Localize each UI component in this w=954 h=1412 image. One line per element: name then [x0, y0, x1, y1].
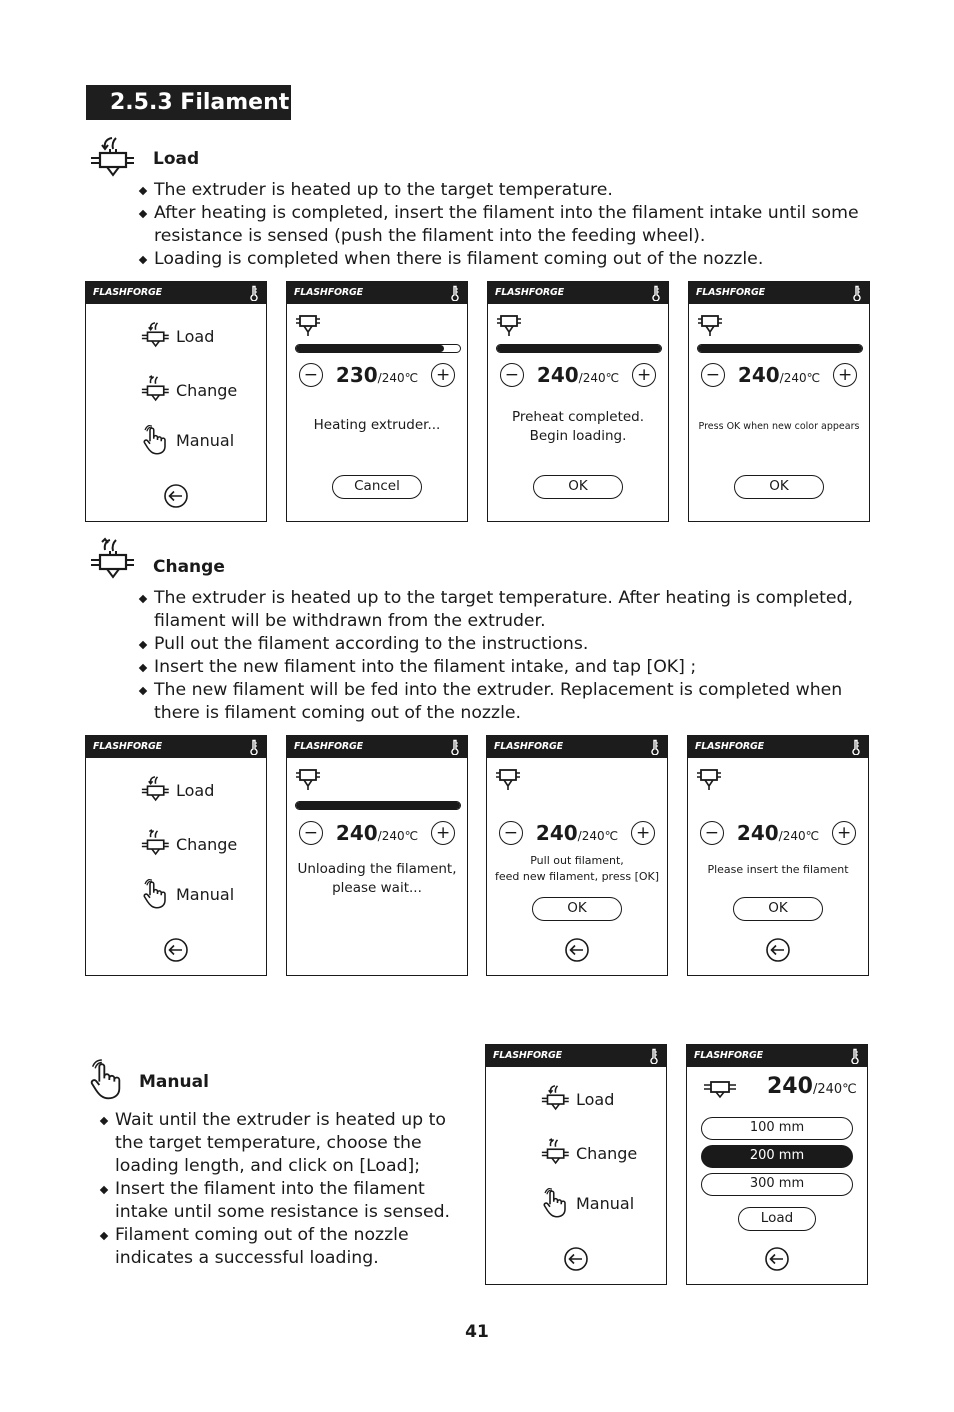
current-temperature: 240	[335, 821, 378, 845]
status-line: Pull out filament,	[530, 854, 624, 867]
change-filament-icon	[140, 829, 170, 859]
target-temperature: /240℃	[377, 829, 419, 843]
menu-item-load[interactable]	[140, 775, 214, 805]
extruder-icon	[495, 768, 521, 792]
status-message	[488, 408, 668, 446]
screen-insert-filament	[687, 735, 869, 976]
status-message	[487, 853, 667, 885]
progress-fill	[497, 345, 661, 352]
menu-item-change[interactable]	[140, 375, 237, 405]
menu-label: Change	[576, 1143, 638, 1163]
thermometer-icon	[651, 285, 661, 301]
change-filament-icon	[540, 1138, 570, 1168]
ok-button[interactable]: OK	[532, 897, 622, 921]
brand-logo: FLASHFORGE	[695, 741, 764, 752]
thermometer-icon	[249, 285, 259, 301]
extruder-icon	[697, 314, 723, 338]
menu-item-load[interactable]	[540, 1084, 614, 1114]
extruder-icon	[496, 314, 522, 338]
hand-pointer-icon	[540, 1188, 570, 1218]
screen-header	[487, 736, 667, 758]
screen-header	[86, 736, 266, 758]
back-arrow-icon[interactable]	[563, 1246, 589, 1272]
thermometer-icon	[249, 739, 259, 755]
brand-logo: FLASHFORGE	[494, 741, 563, 752]
thermometer-icon	[650, 739, 660, 755]
change-heading: Change	[153, 557, 225, 577]
thermometer-icon	[851, 739, 861, 755]
thermometer-icon	[450, 739, 460, 755]
progress-fill	[296, 345, 444, 352]
thermometer-icon	[852, 285, 862, 301]
list-item: After heating is completed, insert the filament into the filament intake until some resistance is sensed (push the filament into the feeding wheel).	[138, 202, 878, 248]
list-item: Insert the filament into the filament intake until some resistance is sensed.	[99, 1178, 459, 1224]
list-item: Wait until the extruder is heated up to the target temperature, choose the loading length, and click on [Load];	[99, 1109, 459, 1178]
menu-item-load[interactable]	[140, 321, 214, 351]
increase-temp-button[interactable]: +	[431, 363, 455, 387]
brand-logo: FLASHFORGE	[495, 287, 564, 298]
extruder-icon	[703, 1079, 737, 1101]
list-item: The extruder is heated up to the target temperature.	[138, 179, 878, 202]
decrease-temp-button[interactable]: −	[299, 821, 323, 845]
progress-bar	[697, 344, 863, 353]
screen-header	[689, 282, 869, 304]
current-temperature: 230	[335, 363, 378, 387]
menu-label: Change	[176, 380, 238, 400]
temperature-control	[689, 363, 869, 387]
extruder-icon	[295, 768, 321, 792]
screen-preheat-completed	[487, 281, 669, 522]
increase-temp-button[interactable]: +	[632, 363, 656, 387]
brand-logo: FLASHFORGE	[93, 741, 162, 752]
cancel-button[interactable]: Cancel	[332, 475, 422, 499]
page-number: 41	[465, 1322, 489, 1342]
status-line: Preheat completed.	[511, 409, 645, 425]
screen-header	[86, 282, 266, 304]
length-option-100[interactable]: 100 mm	[701, 1117, 853, 1140]
menu-label: Load	[176, 326, 215, 346]
change-bullets	[138, 587, 878, 725]
list-item: The new filament will be fed into the extruder. Replacement is completed when there is filament coming out of the nozzle.	[138, 679, 878, 725]
ok-button[interactable]: OK	[533, 475, 623, 499]
list-item: Insert the new filament into the filament intake, and tap [OK] ;	[138, 656, 878, 679]
screen-header	[688, 736, 868, 758]
brand-logo: FLASHFORGE	[694, 1050, 763, 1061]
ok-button[interactable]: OK	[733, 897, 823, 921]
increase-temp-button[interactable]: +	[832, 821, 856, 845]
temperature-control	[287, 363, 467, 387]
target-temperature: /240℃	[778, 829, 820, 843]
status-message: Please insert the filament	[707, 863, 849, 876]
screen-header	[486, 1045, 666, 1067]
menu-label: Change	[176, 834, 238, 854]
load-filament-icon	[140, 321, 170, 351]
temperature-control	[688, 821, 868, 845]
increase-temp-button[interactable]: +	[833, 363, 857, 387]
current-temperature: 240	[736, 821, 779, 845]
progress-bar	[295, 344, 461, 353]
screen-header	[287, 736, 467, 758]
status-line: feed new filament, press [OK]	[494, 870, 660, 883]
target-temperature: /240℃	[812, 1082, 857, 1097]
status-message: Heating extruder...	[313, 417, 441, 433]
thermometer-icon	[649, 1048, 659, 1064]
screen-filament-menu	[485, 1044, 667, 1285]
manual-bullets	[99, 1109, 459, 1270]
brand-logo: FLASHFORGE	[93, 287, 162, 298]
hand-pointer-icon	[86, 1058, 126, 1102]
menu-label: Load	[176, 780, 215, 800]
brand-logo: FLASHFORGE	[493, 1050, 562, 1061]
menu-label: Load	[576, 1089, 615, 1109]
progress-bar	[295, 801, 461, 810]
current-temperature: 240	[767, 1074, 813, 1099]
increase-temp-button[interactable]: +	[631, 821, 655, 845]
thermometer-icon	[450, 285, 460, 301]
list-item: Filament coming out of the nozzle indicates a successful loading.	[99, 1224, 459, 1270]
menu-item-manual[interactable]	[140, 425, 234, 455]
decrease-temp-button[interactable]: −	[701, 363, 725, 387]
screen-manual-load	[686, 1044, 868, 1285]
screen-header	[488, 282, 668, 304]
menu-item-change[interactable]	[540, 1138, 637, 1168]
back-arrow-icon[interactable]	[163, 937, 189, 963]
current-temperature: 240	[536, 363, 579, 387]
status-line: Begin loading.	[529, 428, 627, 444]
screen-unloading	[286, 735, 468, 976]
back-arrow-icon[interactable]	[564, 937, 590, 963]
back-arrow-icon[interactable]	[764, 1246, 790, 1272]
load-filament-icon	[140, 775, 170, 805]
load-bullets	[138, 179, 878, 271]
extruder-icon	[295, 314, 321, 338]
menu-item-change[interactable]	[140, 829, 237, 859]
status-message	[287, 860, 467, 898]
temperature-control	[488, 363, 668, 387]
extruder-icon	[696, 768, 722, 792]
screen-heating	[286, 281, 468, 522]
length-option-200[interactable]: 200 mm	[701, 1145, 853, 1168]
screen-pull-out	[486, 735, 668, 976]
status-line: please wait...	[332, 880, 422, 896]
list-item: Pull out the filament according to the instructions.	[138, 633, 878, 656]
status-message: Press OK when new color appears	[698, 421, 860, 432]
temperature-control	[287, 821, 467, 845]
target-temperature: /240℃	[779, 371, 821, 385]
status-line: Unloading the filament,	[297, 861, 457, 877]
back-arrow-icon[interactable]	[765, 937, 791, 963]
current-temperature: 240	[535, 821, 578, 845]
brand-logo: FLASHFORGE	[696, 287, 765, 298]
decrease-temp-button[interactable]: −	[299, 363, 323, 387]
back-arrow-icon[interactable]	[163, 483, 189, 509]
load-button[interactable]: Load	[738, 1207, 816, 1231]
decrease-temp-button[interactable]: −	[700, 821, 724, 845]
increase-temp-button[interactable]: +	[431, 821, 455, 845]
screen-filament-menu	[85, 735, 267, 976]
section-title: 2.5.3 Filament	[86, 85, 291, 120]
progress-fill	[698, 345, 862, 352]
screen-filament-menu	[85, 281, 267, 522]
progress-bar	[496, 344, 662, 353]
brand-logo: FLASHFORGE	[294, 741, 363, 752]
hand-pointer-icon	[140, 879, 170, 909]
change-filament-icon	[140, 375, 170, 405]
menu-label: Manual	[176, 430, 235, 450]
progress-fill	[296, 802, 460, 809]
ok-button[interactable]: OK	[734, 475, 824, 499]
temperature-readout	[767, 1074, 857, 1099]
load-filament-icon	[88, 135, 136, 183]
decrease-temp-button[interactable]: −	[500, 363, 524, 387]
current-temperature: 240	[737, 363, 780, 387]
brand-logo: FLASHFORGE	[294, 287, 363, 298]
menu-item-manual[interactable]	[540, 1188, 634, 1218]
target-temperature: /240℃	[577, 829, 619, 843]
menu-label: Manual	[576, 1193, 635, 1213]
decrease-temp-button[interactable]: −	[499, 821, 523, 845]
thermometer-icon	[850, 1048, 860, 1064]
list-item: Loading is completed when there is filament coming out of the nozzle.	[138, 248, 878, 271]
target-temperature: /240℃	[578, 371, 620, 385]
screen-header	[687, 1045, 867, 1067]
menu-item-manual[interactable]	[140, 879, 234, 909]
manual-heading: Manual	[139, 1072, 209, 1092]
menu-label: Manual	[176, 884, 235, 904]
hand-pointer-icon	[140, 425, 170, 455]
load-filament-icon	[540, 1084, 570, 1114]
length-option-300[interactable]: 300 mm	[701, 1173, 853, 1196]
target-temperature: /240℃	[377, 371, 419, 385]
change-filament-icon	[88, 537, 136, 585]
screen-header	[287, 282, 467, 304]
list-item: The extruder is heated up to the target temperature. After heating is completed, filament will be withdrawn from the extruder.	[138, 587, 878, 633]
load-heading: Load	[153, 149, 200, 169]
temperature-control	[487, 821, 667, 845]
screen-press-ok	[688, 281, 870, 522]
